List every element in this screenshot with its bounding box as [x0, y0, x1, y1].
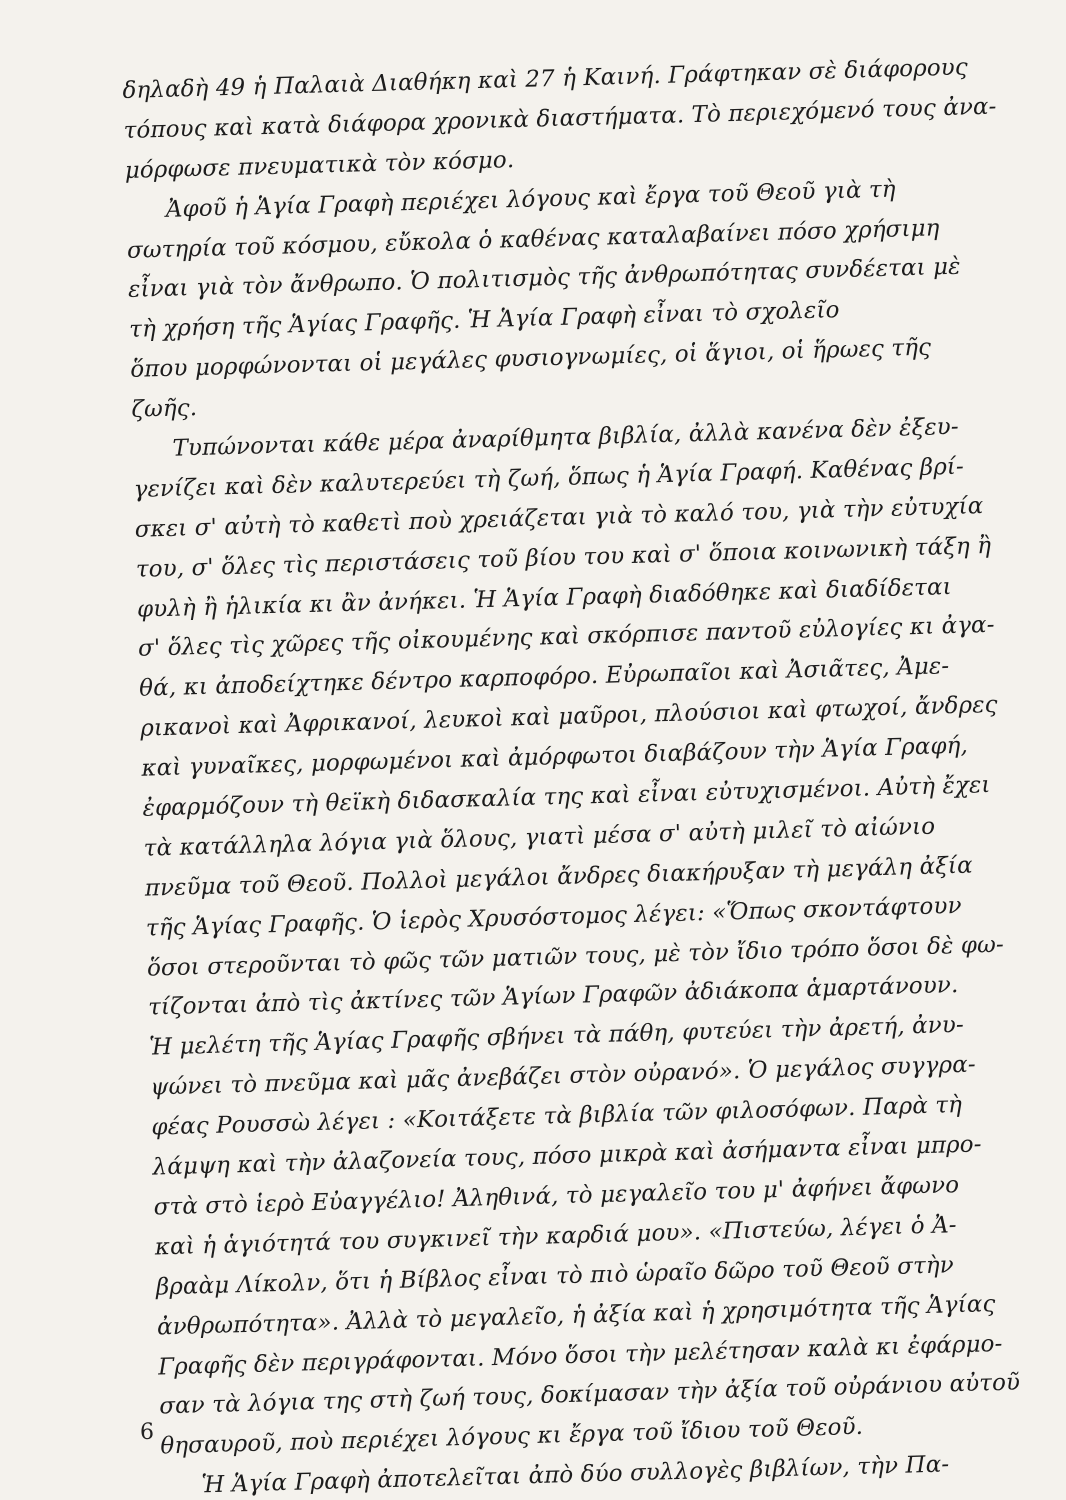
- text-line: σωτηρία τοῦ κόσμου, εὔκολα ὁ καθένας καταλαβαίνει πόσο χρήσιμη: [126, 214, 940, 264]
- text-line: ρικανοὶ καὶ Ἀφρικανοί, λευκοὶ καὶ μαῦροι, πλούσιοι καὶ φτωχοί, ἄνδρες: [139, 692, 998, 742]
- text-line: τόπους καὶ κατὰ διάφορα χρονικὰ διαστήματα. Τὸ περιεχόμενό τους ἀνα-: [123, 93, 997, 144]
- text-line: τὴ χρήση τῆς Ἁγίας Γραφῆς. Ἡ Ἁγία Γραφὴ εἶναι τὸ σχολεῖο: [128, 297, 840, 344]
- text-line: εἶναι γιὰ τὸν ἄνθρωπο. Ὁ πολιτισμὸς τῆς ἀνθρωπότητας συνδέεται μὲ: [127, 254, 961, 304]
- text-line: ψώνει τὸ πνεῦμα καὶ μᾶς ἀνεβάζει στὸν οὐρανό». Ὁ μεγάλος συγγρα-: [150, 1051, 977, 1101]
- text-line: Τυπώνονται κάθε μέρα ἀναρίθμητα βιβλία, ἀλλὰ κανένα δὲν ἐξευ-: [172, 413, 960, 462]
- text-line: Ἡ μελέτη τῆς Ἁγίας Γραφῆς σβήνει τὰ πάθη, φυτεύει τὴν ἀρετή, ἀνυ-: [148, 1012, 965, 1061]
- text-line: σαν τὰ λόγια της στὴ ζωή τους, δοκίμασαν τὴν ἀξία τοῦ οὐράνιου αὐτοῦ: [158, 1369, 1021, 1420]
- text-line: θά, κι ἀποδείχτηκε δέντρο καρποφόρο. Εὐρωπαῖοι καὶ Ἀσιᾶτες, Ἀμε-: [138, 653, 950, 703]
- text-line: γενίζει καὶ δὲν καλυτερεύει τὴ ζωή, ὅπως ἡ Ἁγία Γραφή. Καθένας βρί-: [133, 453, 965, 503]
- text-line: Ἀφοῦ ἡ Ἁγία Γραφὴ περιέχει λόγους καὶ ἔργα τοῦ Θεοῦ γιὰ τὴ: [165, 176, 896, 223]
- text-line: βραὰμ Λίκολν, ὅτι ἡ Βίβλος εἶναι τὸ πιὸ ὡραῖο δῶρο τοῦ Θεοῦ στὴν: [155, 1251, 955, 1301]
- text-line: ὅπου μορφώνονται οἱ μεγάλες φυσιογνωμίες, οἱ ἅγιοι, οἱ ἥρωες τῆς: [129, 334, 932, 384]
- text-line: στὰ στὸ ἱερὸ Εὐαγγέλιο! Ἀληθινά, τὸ μεγαλεῖο του μ' ἀφήνει ἄφωνο: [153, 1172, 960, 1221]
- body-text: [122, 48, 1022, 1500]
- text-line: Ἡ Ἁγία Γραφὴ ἀποτελεῖται ἀπὸ δύο συλλογὲς βιβλίων, τὴν Πα-: [201, 1451, 950, 1499]
- text-line: ἀνθρωπότητα». Ἀλλὰ τὸ μεγαλεῖο, ἡ ἀξία καὶ ἡ χρησιμότητα τῆς Ἁγίας: [156, 1290, 996, 1341]
- text-line: πνεῦμα τοῦ Θεοῦ. Πολλοὶ μεγάλοι ἄνδρες διακήρυξαν τὴ μεγάλη ἀξία: [144, 852, 974, 902]
- text-line: ζωῆς.: [131, 395, 198, 423]
- text-line: δηλαδὴ 49 ἡ Παλαιὰ Διαθήκη καὶ 27 ἡ Καινή. Γράφτηκαν σὲ διάφορους: [122, 54, 969, 104]
- text-line: Γραφῆς δὲν περιγράφονται. Μόνο ὅσοι τὴν μελέτησαν καλὰ κι ἐφάρμο-: [157, 1330, 1003, 1380]
- text-line: του, σ' ὅλες τὶς περιστάσεις τοῦ βίου του καὶ σ' ὅποια κοινωνικὴ τάξη ἢ: [135, 532, 992, 583]
- text-line: φυλὴ ἢ ἡλικία κι ἂν ἀνήκει. Ἡ Ἁγία Γραφὴ διαδόθηκε καὶ διαδίδεται: [136, 573, 952, 623]
- text-line: σ' ὅλες τὶς χῶρες τῆς οἰκουμένης καὶ σκόρπισε παντοῦ εὐλογίες κι ἀγα-: [137, 612, 995, 663]
- text-line: ὅσοι στεροῦνται τὸ φῶς τῶν ματιῶν τους, μὲ τὸν ἴδιο τρόπο ὅσοι δὲ φω-: [146, 931, 1005, 982]
- text-line: τὰ κατάλληλα λόγια γιὰ ὅλους, γιατὶ μέσα σ' αὐτὴ μιλεῖ τὸ αἰώνιο: [143, 813, 936, 862]
- text-line: θησαυροῦ, ποὺ περιέχει λόγους κι ἔργα τοῦ ἴδιου τοῦ Θεοῦ.: [160, 1414, 864, 1460]
- text-line: καὶ γυναῖκες, μορφωμένοι καὶ ἀμόρφωτοι διαβάζουν τὴν Ἁγία Γραφή,: [141, 732, 969, 782]
- text-line: τῆς Ἁγίας Γραφῆς. Ὁ ἱερὸς Χρυσόστομος λέγει: «Ὅπως σκοντάφτουν: [145, 892, 962, 942]
- text-line: σκει σ' αὐτὴ τὸ καθετὶ ποὺ χρειάζεται γιὰ τὸ καλό του, γιὰ τὴν εὐτυχία: [134, 492, 984, 543]
- text-line: λάμψη καὶ τὴν ἀλαζονεία τους, πόσο μικρὰ καὶ ἀσήμαντα εἶναι μπρο-: [152, 1131, 982, 1181]
- text-line: ἐφαρμόζουν τὴ θεϊκὴ διδασκαλία της καὶ εἶναι εὐτυχισμένοι. Αὐτὴ ἔχει: [142, 772, 991, 822]
- text-line: καὶ ἡ ἁγιότητά του συγκινεῖ τὴν καρδιά μου». «Πιστεύω, λέγει ὁ Ἀ-: [154, 1211, 957, 1261]
- text-line: φέας Ρουσσὼ λέγει : «Κοιτάξετε τὰ βιβλία τῶν φιλοσόφων. Παρὰ τὴ: [151, 1092, 963, 1141]
- page-number: 6: [140, 1420, 154, 1445]
- text-line: μόρφωσε πνευματικὰ τὸν κόσμο.: [124, 146, 515, 184]
- text-line: τίζονται ἀπὸ τὶς ἀκτίνες τῶν Ἁγίων Γραφῶν ἀδιάκοπα ἁμαρτάνουν.: [147, 972, 959, 1022]
